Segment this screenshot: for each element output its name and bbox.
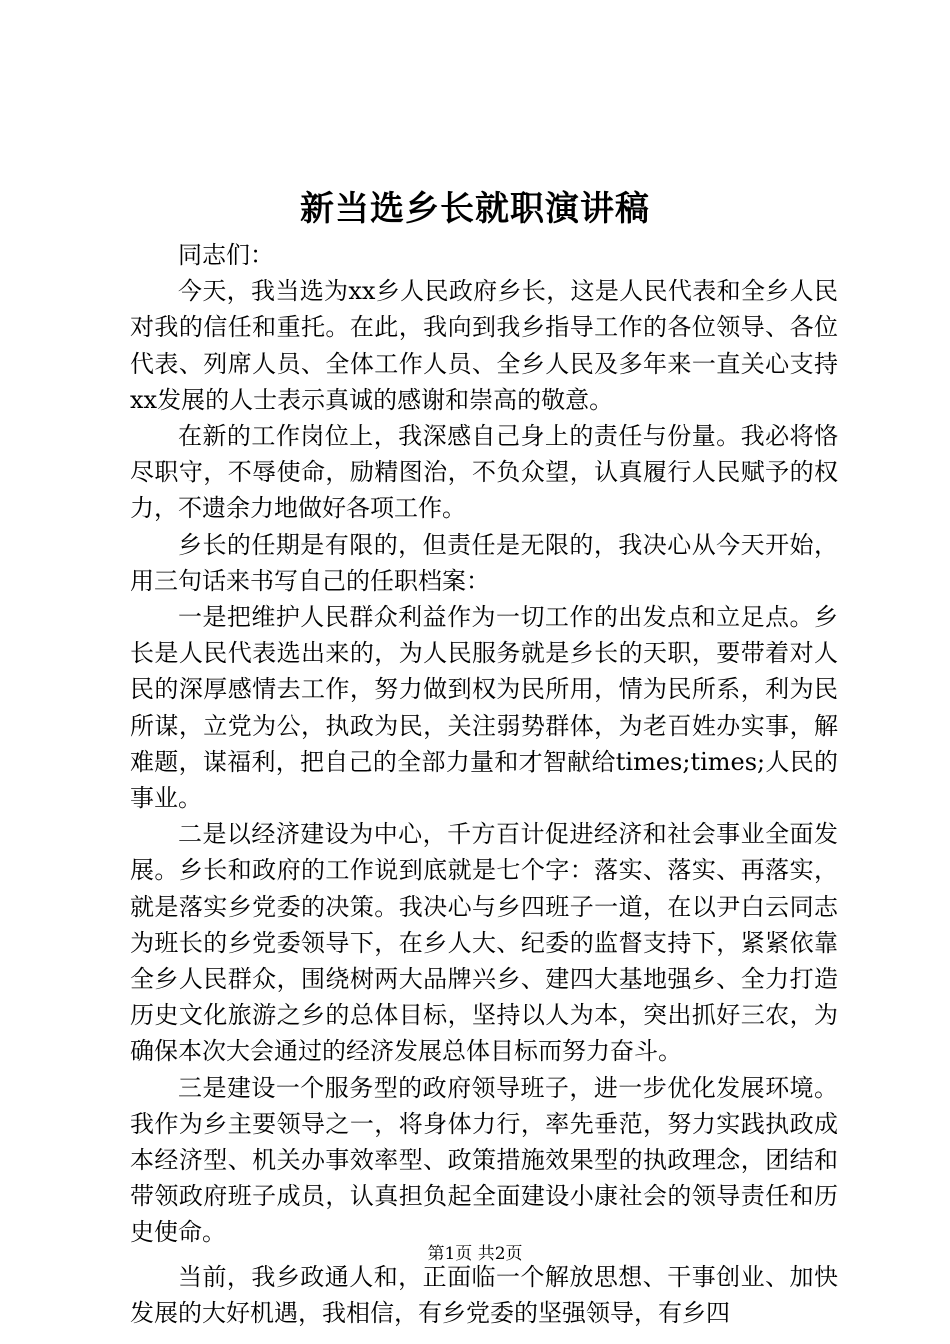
document-body bbox=[130, 237, 838, 1331]
page-number-footer: 第1页 共2页 bbox=[427, 1244, 523, 1264]
paragraph-4: 一是把维护人民群众利益作为一切工作的出发点和立足点。乡长是人民代表选出来的，为人民服务就是乡长的天职，要带着对人民的深厚感情去工作，努力做到权为民所用，情为民所系，利为民所谋，立党为公，执政为民，关注弱势群体，为老百姓办实事，解难题，谋福利，把自己的全部力量和才智献给times;times;人民的事业。 bbox=[130, 603, 838, 813]
paragraph-5: 二是以经济建设为中心，千方百计促进经济和社会事业全面发展。乡长和政府的工作说到底就是七个字：落实、落实、再落实，就是落实乡党委的决策。我决心与乡四班子一道，在以尹白云同志为班长的乡党委领导下，在乡人大、纪委的监督支持下，紧紧依靠全乡人民群众，围绕树两大品牌兴乡、建四大基地强乡、全力打造历史文化旅游之乡的总体目标，坚持以人为本，突出抓好三农，为确保本次大会通过的经济发展总体目标而努力奋斗。 bbox=[130, 820, 838, 1066]
paragraph-2: 在新的工作岗位上，我深感自己身上的责任与份量。我必将恪尽职守，不辱使命，励精图治，不负众望，认真履行人民赋予的权力，不遗余力地做好各项工作。 bbox=[130, 422, 838, 523]
document-title: 新当选乡长就职演讲稿 bbox=[300, 189, 650, 229]
paragraph-7: 当前，我乡政通人和，正面临一个解放思想、干事创业、加快发展的大好机遇，我相信，有乡党委的坚强领导，有乡四 bbox=[130, 1262, 838, 1327]
paragraph-1: 今天，我当选为xx乡人民政府乡长，这是人民代表和全乡人民对我的信任和重托。在此，我向到我乡指导工作的各位领导、各位代表、列席人员、全体工作人员、全乡人民及多年来一直关心支持xx发展的人士表示真诚的感谢和崇高的敬意。 bbox=[130, 277, 838, 414]
paragraph-3: 乡长的任期是有限的，但责任是无限的，我决心从今天开始，用三句话来书写自己的任职档案： bbox=[130, 530, 838, 595]
paragraph-6: 三是建设一个服务型的政府领导班子，进一步优化发展环境。我作为乡主要领导之一，将身体力行，率先垂范，努力实践执政成本经济型、机关办事效率型、政策措施效果型的执政理念，团结和带领政府班子成员，认真担负起全面建设小康社会的领导责任和历史使命。 bbox=[130, 1073, 838, 1247]
paragraph-salutation: 同志们： bbox=[178, 241, 274, 269]
